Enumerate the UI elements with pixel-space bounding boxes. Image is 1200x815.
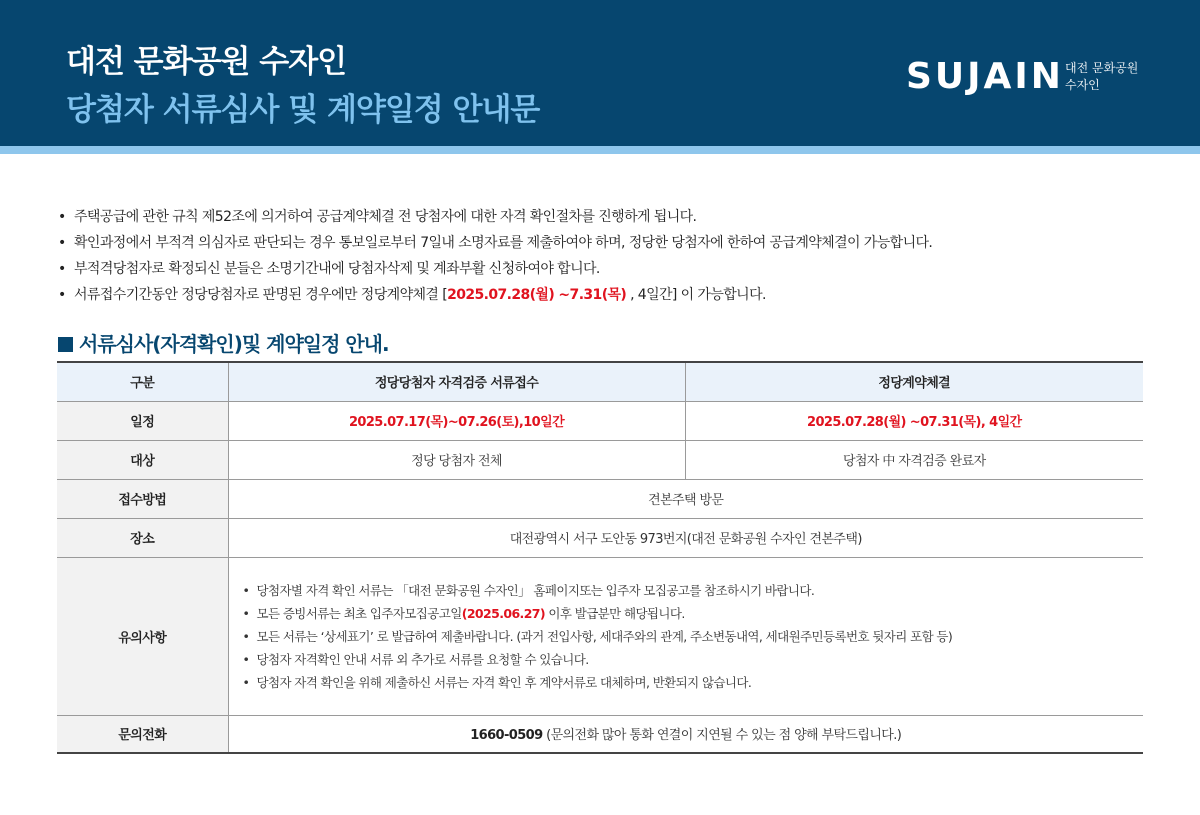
page-title: 대전 문화공원 수자인 <box>66 44 347 80</box>
page-subtitle: 당첨자 서류심사 및 계약일정 안내문 <box>66 92 540 128</box>
section-title-text: 서류심사(자격확인)및 계약일정 안내. <box>79 332 389 356</box>
phone-number: 1660-0509 <box>470 728 543 744</box>
document-period: 2025.07.17(목)~07.26(토),10일간 <box>228 401 685 440</box>
table-cell: 대전광역시 서구 도안동 973번지(대전 문화공원 수자인 견본주택) <box>228 518 1143 557</box>
header-stripe <box>0 146 1200 154</box>
table-cell: 당첨자 中 자격검증 완료자 <box>685 440 1143 479</box>
announcement-date-highlight: (2025.06.27) <box>461 605 546 621</box>
table-row-place <box>57 518 1143 557</box>
table-row-method <box>57 479 1143 518</box>
note-item: • 당첨자별 자격 확인 서류는 「대전 문화공원 수자인」 홈페이지또는 입주자 모집공고를 참조하시기 바랍니다. <box>243 579 1144 602</box>
square-bullet-icon <box>58 337 73 352</box>
row-label: 문의전화 <box>57 715 228 753</box>
notes-cell <box>228 557 1143 715</box>
table-row-notes <box>57 557 1143 715</box>
header-col1-cell: 정당당첨자 자격검증 서류접수 <box>228 362 685 401</box>
table-cell: 견본주택 방문 <box>228 479 1143 518</box>
header-col2-cell: 정당계약체결 <box>685 362 1143 401</box>
note-text: 이후 발급분만 해당됩니다. <box>545 605 685 621</box>
row-label: 유의사항 <box>57 557 228 715</box>
intro-bullet: • 부적격당첨자로 확정되신 분들은 소명기간내에 당첨자삭제 및 계좌부활 신청하여야 합니다. <box>58 256 1158 282</box>
schedule-table <box>57 361 1143 754</box>
table-row-target <box>57 440 1143 479</box>
intro-bullet-contract <box>58 282 1158 308</box>
phone-cell <box>228 715 1143 753</box>
logo-sub-line1: 대전 문화공원 <box>1065 61 1139 75</box>
logo-sub-line2: 수자인 <box>1065 78 1100 92</box>
table-header-row <box>57 362 1143 401</box>
section-title <box>58 328 389 357</box>
contract-period: 2025.07.28(월) ~07.31(목), 4일간 <box>685 401 1143 440</box>
bullet-text: 서류접수기간동안 정당당첨자로 판명된 경우에만 정당계약체결 [ <box>74 287 448 303</box>
intro-bullet-list <box>58 204 1158 308</box>
phone-note: (문의전화 많아 통화 연결이 지연될 수 있는 점 양해 부탁드립니다.) <box>542 728 902 744</box>
intro-bullet: • 주택공급에 관한 규칙 제52조에 의거하여 공급계약체결 전 당첨자에 대한 자격 확인절차를 진행하게 됩니다. <box>58 204 1158 230</box>
note-text: 모든 증빙서류는 최초 입주자모집공고일 <box>256 605 462 621</box>
note-item: • 당첨자 자격 확인을 위해 제출하신 서류는 자격 확인 후 계약서류로 대체하며, 반환되지 않습니다. <box>243 671 1144 694</box>
row-label: 장소 <box>57 518 228 557</box>
logo-subtitle <box>1065 60 1138 94</box>
header-label-cell: 구분 <box>57 362 228 401</box>
contract-period-highlight: 2025.07.28(월) ~7.31(목) <box>447 287 627 303</box>
row-label: 대상 <box>57 440 228 479</box>
table-row-schedule <box>57 401 1143 440</box>
table-row-phone <box>57 715 1143 753</box>
row-label: 접수방법 <box>57 479 228 518</box>
table-cell: 정당 당첨자 전체 <box>228 440 685 479</box>
row-label: 일정 <box>57 401 228 440</box>
notes-list <box>229 579 1144 694</box>
bullet-text: , 4일간] 이 가능합니다. <box>626 287 766 303</box>
note-item: • 당첨자 자격확인 안내 서류 외 추가로 서류를 요청할 수 있습니다. <box>243 648 1144 671</box>
note-item: • 모든 서류는 ‘상세표기’ 로 발급하여 제출바랍니다. (과거 전입사항, 세대주와의 관계, 주소변동내역, 세대원주민등록번호 뒷자리 포함 등) <box>243 625 1144 648</box>
note-item <box>243 602 1144 625</box>
intro-bullet: • 확인과정에서 부적격 의심자로 판단되는 경우 통보일로부터 7일내 소명자료를 제출하여야 하며, 정당한 당첨자에 한하여 공급계약체결이 가능합니다. <box>58 230 1158 256</box>
sujain-logo: SUJAIN <box>906 56 1064 97</box>
